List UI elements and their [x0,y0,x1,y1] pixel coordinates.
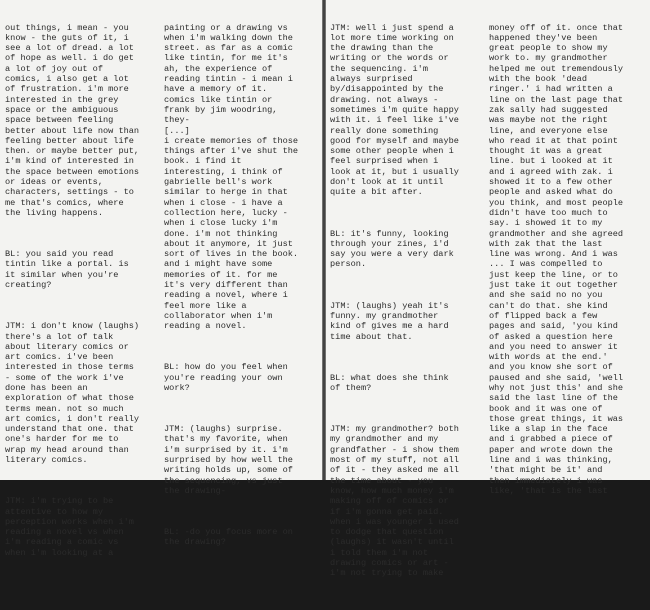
question-paragraph: BL: you said you read tintin like a portal. is it similar when you're creating? [5,249,129,291]
question-paragraph: BL: it's funny, looking through your zines, i'd say you were a very dark person. [330,228,454,270]
left-page [0,0,322,558]
answer-paragraph: JTM: (laughs) yeah it's funny. my grandmother kind of gives me a hard time about that. [330,300,449,342]
right-page-column-1 [330,2,482,610]
answer-paragraph: JTM: my grandmother? both my grandmother and my grandfather - i show them most of my stuff, not all of it - they asked me all the time about - you know, how much money i'm making off of comics or if i'm gonna get paid. when i was younger i used to dodge that question (laughs) it wasn't until i told them i'm not drawing comics or art - i'm not trying to make [330,424,459,579]
text-paragraph: out things, i mean - you know - the guts of it, i see a lot of dread. a lot of hope as well. i do get a lot of joy out of comics, i also get a lot of frustration. i'm more interested in the grey space or the ambiguous space between feeling better about life now than feeling better about life then. or maybe better put, i'm kind of interested in the space between emotions or ideas or events, characters, settings - to me that's comics, where the living happens. [5,22,140,218]
text-paragraph: money off of it. once that happened they've been great people to show my work to. my grandmother helped me out tremendously with the book 'dead ringer.' i had written a line on the last page that zak sally had suggested was maybe not the right line, and everyone else who read it at that point thought it was a great line. but i looked at it and i agreed with zak. i showed it to a few other people and asked what do you think, and most people didn't have too much to say. i showed it to my grandmother and she agreed with zak that the last line was wrong. And i was ... I was compelled to just keep the line, or to just take it out together and she said no no you can't do that. she kind of flipped back a few pages and said, 'you kind of asked a question here and you need to answer it with words at the end.' and you know she sort of paused and she said, 'well why not just this' and she said the last line of the book and it was one of those great things, it was like a slap in the face and i grabbed a piece of paper and wrote down the line and i was thinking, 'that might be it' and then immediately i was like, 'that is the last [489,22,624,496]
right-page-column-2 [489,2,641,527]
answer-paragraph: JTM: i don't know (laughs) there's a lot of talk about literary comics or art comics. i've been interested in those terms - some of the work i've done has been an exploration of what those terms mean. not so much art comics, i don't really understand that one. that one's harder for me to wrap my head around than literary comics. [5,321,140,466]
right-page [326,0,650,579]
question-paragraph: BL: what does she think of them? [330,372,449,393]
answer-paragraph: JTM: i'm trying to be attentive to how my perception works when i'm reading a novel vs when i'm reading a comic vs when i'm looking at a [5,496,134,558]
left-page-column-1 [5,2,157,589]
answer-paragraph: JTM: (laughs) surprise. that's my favorite, when i'm surprised by it. i'm surprised by how well the writing holds up, some of the sequencing, vs just the drawing- [164,424,293,496]
text-paragraph: painting or a drawing vs when i'm walking down the street. as far as a comic like tintin, for me it's ah, the experience of reading tintin - i mean i have a memory of it. comics like tintin or frank by jim woodring, they- [...] i create memories of those things after i've shut the book. i find it interesting, i think of gabrielle bell's work similar to herge in that when i close - i have a collection here, lucky - when i close lucky i'm done. i'm not thinking about it anymore, it just sort of lives in the book. and i might have some memories of it. for me it's very different than reading a novel, where i feel more like a collaborator when i'm reading a novel. [164,22,299,332]
answer-paragraph: JTM: well i just spend a lot more time working on the drawing than the writing or the words or the sequencing. i'm always surprised by/disappointed by the drawing. not always - sometimes i'm quite happy with it. i feel like i've really done something good for myself and maybe some other people when i feel surprised when i look at it, but i usually don't look at it until quite a bit after. [330,22,459,198]
question-paragraph: BL: -do you focus more on the drawing? [164,527,293,548]
question-paragraph: BL: how do you feel when you're reading your own work? [164,362,288,393]
left-page-column-2 [164,2,316,579]
